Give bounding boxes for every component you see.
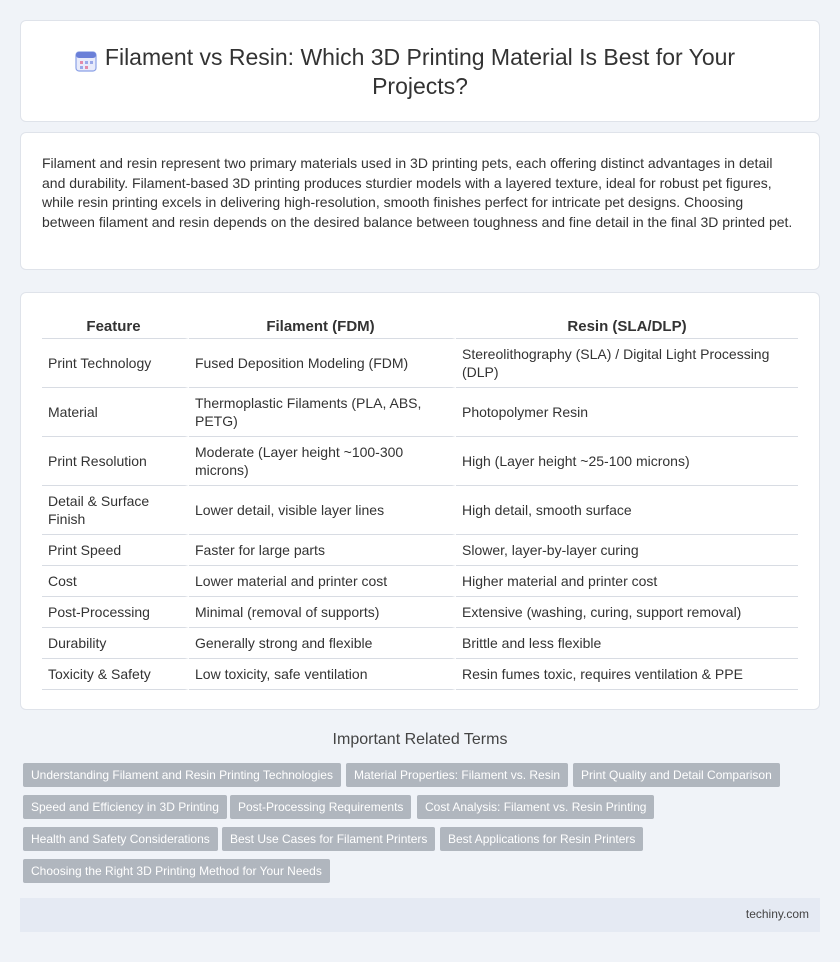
intro-paragraph: Filament and resin represent two primary materials used in 3D printing pets, each offering distinct advantages in detail and durability. Filament-based 3D printing produces sturdier models with a layered texture, ideal for robust pet figures, while resin printing excels in delivering high-resolution, smooth finishes perfect for intricate pet designs. Choosing between filament and resin depends on the desired balance between toughness and fine detail in the final 3D printed pet. <box>42 155 793 230</box>
table-card <box>20 292 820 710</box>
related-term-tag[interactable]: Understanding Filament and Resin Printing Technologies <box>23 763 341 787</box>
footer <box>20 898 820 932</box>
table-row <box>42 339 798 388</box>
related-term-tag[interactable]: Best Use Cases for Filament Printers <box>222 827 435 851</box>
table-header-row <box>42 315 798 339</box>
title-wrap <box>21 43 819 101</box>
table-cell: Detail & Surface Finish <box>42 486 189 535</box>
header-card <box>20 20 820 122</box>
table-cell: Post-Processing <box>42 597 189 628</box>
table-cell: Extensive (washing, curing, support removal) <box>456 597 798 628</box>
table-cell: Toxicity & Safety <box>42 659 189 690</box>
table-cell: Minimal (removal of supports) <box>189 597 456 628</box>
table-cell: Lower detail, visible layer lines <box>189 486 456 535</box>
table-header-filament: Filament (FDM) <box>189 315 456 339</box>
table-row <box>42 535 798 566</box>
table-cell: Moderate (Layer height ~100-300 microns) <box>189 437 456 486</box>
table-cell: Cost <box>42 566 189 597</box>
related-term-tag[interactable]: Health and Safety Considerations <box>23 827 218 851</box>
table-cell: Print Speed <box>42 535 189 566</box>
related-term-tag[interactable]: Material Properties: Filament vs. Resin <box>346 763 568 787</box>
related-term-tag[interactable]: Print Quality and Detail Comparison <box>573 763 780 787</box>
table-row <box>42 388 798 437</box>
related-term-tag[interactable]: Cost Analysis: Filament vs. Resin Printing <box>417 795 654 819</box>
table-cell: Print Resolution <box>42 437 189 486</box>
table-row <box>42 597 798 628</box>
table-header-feature: Feature <box>42 315 189 339</box>
related-term-tag[interactable]: Post-Processing Requirements <box>230 795 411 819</box>
table-row <box>42 628 798 659</box>
table-cell: Generally strong and flexible <box>189 628 456 659</box>
table-cell: Print Technology <box>42 339 189 388</box>
table-cell: Brittle and less flexible <box>456 628 798 659</box>
table-row <box>42 486 798 535</box>
table-cell: Low toxicity, safe ventilation <box>189 659 456 690</box>
table-cell: Photopolymer Resin <box>456 388 798 437</box>
comparison-table <box>42 315 798 690</box>
table-cell: Thermoplastic Filaments (PLA, ABS, PETG) <box>189 388 456 437</box>
table-cell: Fused Deposition Modeling (FDM) <box>189 339 456 388</box>
table-cell: Lower material and printer cost <box>189 566 456 597</box>
page-title: Filament vs Resin: Which 3D Printing Material Is Best for Your Projects? <box>104 44 736 99</box>
table-cell: Higher material and printer cost <box>456 566 798 597</box>
table-row <box>42 566 798 597</box>
related-term-tag[interactable]: Best Applications for Resin Printers <box>440 827 643 851</box>
table-cell: Slower, layer-by-layer curing <box>456 535 798 566</box>
table-cell: High detail, smooth surface <box>456 486 798 535</box>
table-header-resin: Resin (SLA/DLP) <box>456 315 798 339</box>
table-row <box>42 437 798 486</box>
table-cell: Faster for large parts <box>189 535 456 566</box>
calendar-icon <box>73 48 99 74</box>
footer-site-link[interactable]: techiny.com <box>745 907 809 921</box>
table-cell: Resin fumes toxic, requires ventilation & PPE <box>456 659 798 690</box>
related-term-tag[interactable]: Speed and Efficiency in 3D Printing <box>23 795 227 819</box>
table-cell: Durability <box>42 628 189 659</box>
related-terms-heading: Important Related Terms <box>332 731 508 748</box>
intro-card <box>20 132 820 270</box>
related-term-tag[interactable]: Choosing the Right 3D Printing Method for Your Needs <box>23 859 330 883</box>
table-cell: Stereolithography (SLA) / Digital Light Processing (DLP) <box>456 339 798 388</box>
table-cell: Material <box>42 388 189 437</box>
table-cell: High (Layer height ~25-100 microns) <box>456 437 798 486</box>
table-row <box>42 659 798 690</box>
